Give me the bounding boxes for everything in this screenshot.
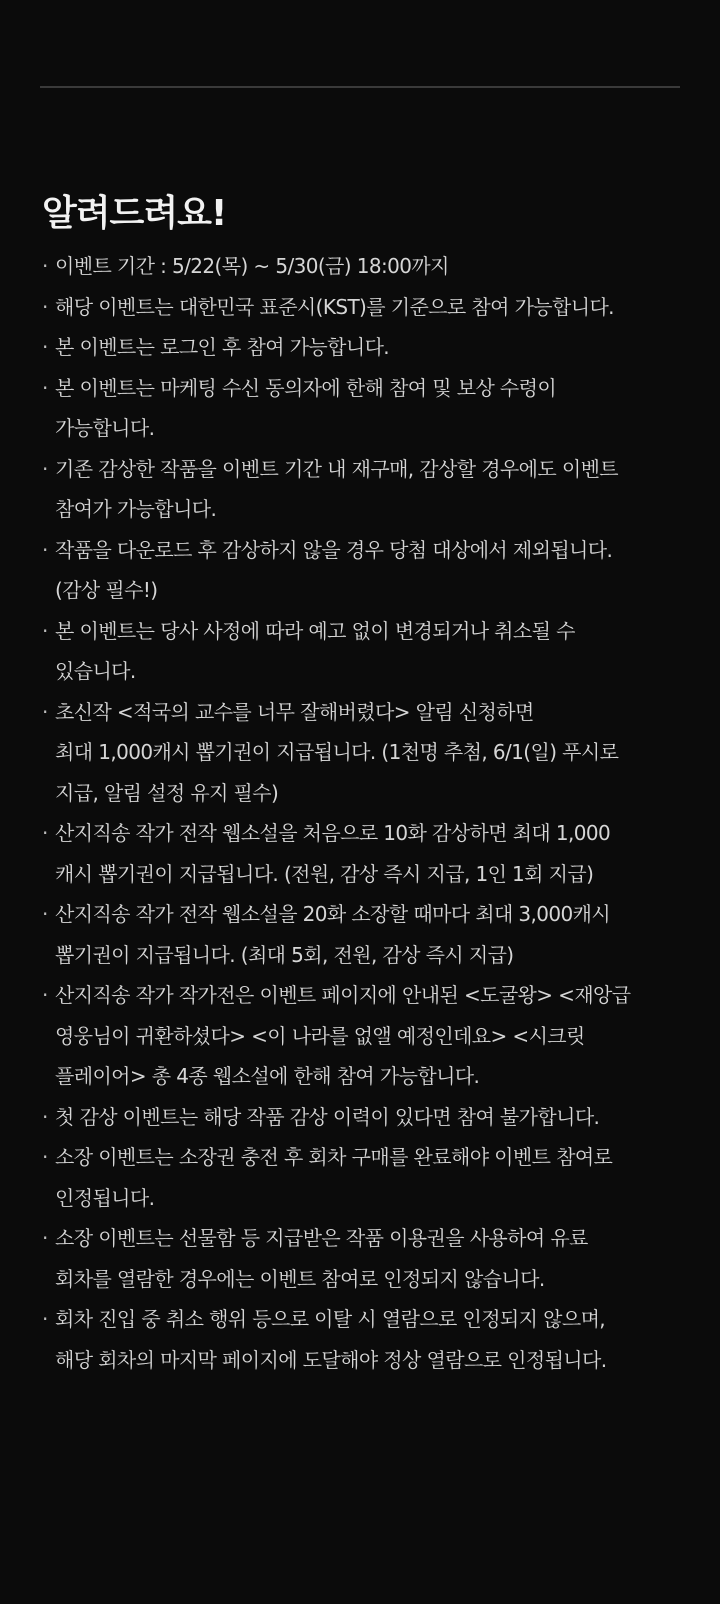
notice-item-text: 첫 감상 이벤트는 해당 작품 감상 이력이 있다면 참여 불가합니다. [55,1104,600,1129]
section-divider [40,86,680,88]
notice-item-text: 소장 이벤트는 선물함 등 지급받은 작품 이용권을 사용하여 유료 [55,1226,588,1250]
bullet-icon: · [42,1104,48,1129]
notice-item-text: 회차를 열람한 경우에는 이벤트 참여로 인정되지 않습니다. [55,1266,545,1291]
notice-item-text: 산지직송 작가 전작 웹소설을 처음으로 10화 감상하면 최대 1,000 [55,821,611,845]
notice-item-text: 이벤트 기간 : 5/22(목) ~ 5/30(금) 18:00까지 [55,254,449,278]
bullet-icon: · [42,902,48,926]
notice-item [42,975,690,1097]
bullet-icon: · [42,456,48,481]
bullet-icon: · [42,821,48,845]
notice-list [42,246,690,1380]
notice-item-text: 해당 회차의 마지막 페이지에 도달해야 정상 열람으로 인정됩니다. [55,1347,607,1372]
notice-item-text: 최대 1,000캐시 뽑기권이 지급됩니다. (1천명 추첨, 6/1(일) 푸시로 [55,740,619,764]
notice-item-text: 본 이벤트는 로그인 후 참여 가능합니다. [55,335,390,359]
notice-item-text: 본 이벤트는 당사 사정에 따라 예고 없이 변경되거나 취소될 수 [55,618,575,643]
bullet-icon: · [42,537,48,562]
notice-item-text: 해당 이벤트는 대한민국 표준시(KST)를 기준으로 참여 가능합니다. [55,294,614,319]
notice-item-text: 산지직송 작가 전작 웹소설을 20화 소장할 때마다 최대 3,000캐시 [55,902,611,926]
notice-item-text: 참여가 가능합니다. [55,497,217,521]
notice-item [42,894,690,975]
notice-item [42,1299,690,1380]
bullet-icon: · [42,983,48,1007]
notice-item [42,1218,690,1299]
notice-item [42,1137,690,1218]
notice-item-text: 캐시 뽑기권이 지급됩니다. (전원, 감상 즉시 지급, 1인 1회 지급) [55,861,594,886]
notice-item-text: 산지직송 작가 작가전은 이벤트 페이지에 안내된 <도굴왕> <재앙급 [55,983,631,1007]
bullet-icon: · [42,254,48,278]
notice-item-text: 플레이어> 총 4종 웹소설에 한해 참여 가능합니다. [55,1064,480,1088]
notice-item-text: 작품을 다운로드 후 감상하지 않을 경우 당첨 대상에서 제외됩니다. [55,537,613,562]
notice-item-text: 기존 감상한 작품을 이벤트 기간 내 재구매, 감상할 경우에도 이벤트 [55,456,619,481]
notice-item-text: 회차 진입 중 취소 행위 등으로 이탈 시 열람으로 인정되지 않으며, [55,1307,606,1331]
bullet-icon: · [42,294,48,319]
notice-item-text: 본 이벤트는 마케팅 수신 동의자에 한해 참여 및 보상 수령이 [55,375,557,400]
notice-title: 알려드려요! [42,193,227,234]
bullet-icon: · [42,335,48,359]
notice-item-text: 있습니다. [55,659,136,683]
bullet-icon: · [42,699,48,724]
notice-item [42,246,690,287]
notice-item-text: 소장 이벤트는 소장권 충전 후 회차 구매를 완료해야 이벤트 참여로 [55,1145,613,1169]
bullet-icon: · [42,375,48,400]
notice-item-text: (감상 필수!) [55,578,158,602]
notice-item-text: 가능합니다. [55,416,155,440]
bullet-icon: · [42,1226,48,1250]
notice-item [42,449,690,530]
notice-item [42,692,690,814]
bullet-icon: · [42,1307,48,1331]
notice-item [42,327,690,368]
notice-item-text: 초신작 <적국의 교수를 너무 잘해버렸다> 알림 신청하면 [55,699,534,724]
notice-item [42,530,690,611]
bullet-icon: · [42,1145,48,1169]
notice-item [42,1097,690,1138]
notice-item [42,287,690,328]
notice-item [42,368,690,449]
notice-item-text: 뽑기권이 지급됩니다. (최대 5회, 전원, 감상 즉시 지급) [55,942,514,967]
notice-item-text: 지급, 알림 설정 유지 필수) [55,780,279,805]
notice-item [42,611,690,692]
notice-section [42,190,690,1380]
bullet-icon: · [42,618,48,643]
notice-item [42,813,690,894]
notice-item-text: 영웅님이 귀환하셨다> <이 나라를 없앨 예정인데요> <시크릿 [55,1023,585,1048]
notice-item-text: 인정됩니다. [55,1185,155,1210]
